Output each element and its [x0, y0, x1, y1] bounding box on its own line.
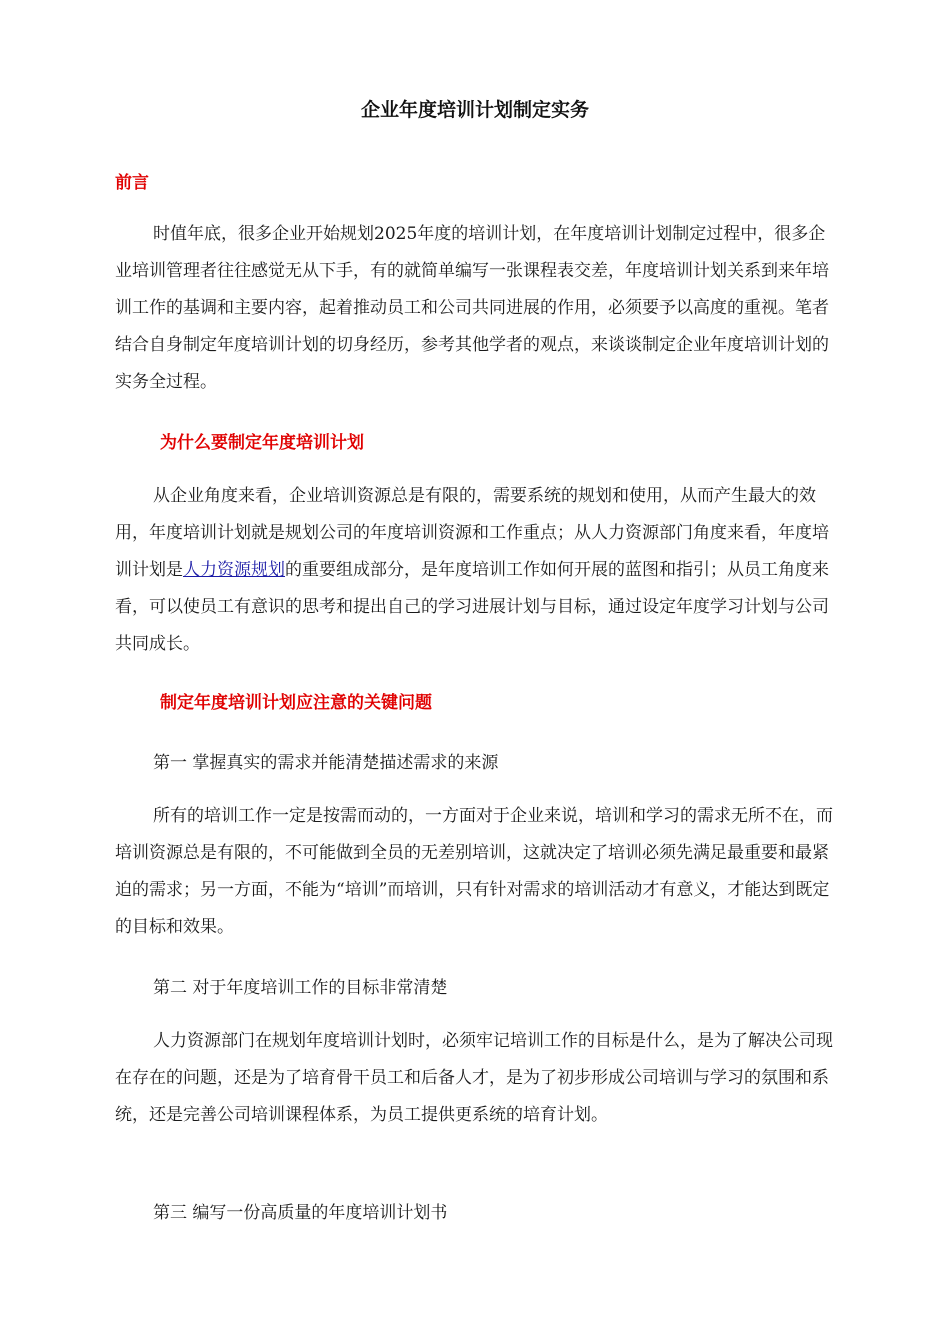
preface-paragraph — [115, 216, 835, 401]
why-heading: 为什么要制定年度培训计划 — [160, 433, 364, 453]
preface-text: 时值年底，很多企业开始规划2025年度的培训计划，在年度培训计划制定过程中，很多企业培训管理者往往感觉无从下手，有的就简单编写一张课程表交差，年度培训计划关系到来年培训工作的基调和主要内容，起着推动员工和公司共同进展的作用，必须要予以高度的重视。笔者结合自身制定年度培训计划的切身经历，参考其他学者的观点，来谈谈制定企业年度培训计划的实务全过程。 — [115, 224, 829, 392]
key-item-2-paragraph — [115, 1023, 835, 1134]
why-text-before: 从企业角度来看，企业培训资源总是有限的，需要系统的规划和使用，从而产生最大的效用，年度培训计划就是规划公司的年度培训资源和工作重点；从人力资源部门角度来看，年度培训计划是 — [115, 486, 829, 580]
why-paragraph — [115, 478, 835, 663]
key-issues-heading: 制定年度培训计划应注意的关键问题 — [160, 693, 432, 713]
key-item-2-text: 人力资源部门在规划年度培训计划时，必须牢记培训工作的目标是什么，是为了解决公司现在存在的问题，还是为了培育骨干员工和后备人才，是为了初步形成公司培训与学习的氛围和系统，还是完善公司培训课程体系，为员工提供更系统的培育计划。 — [115, 1031, 833, 1125]
preface-heading: 前言 — [115, 173, 149, 193]
hr-planning-link[interactable]: 人力资源规划 — [183, 560, 285, 580]
key-item-3-title: 第三 编写一份高质量的年度培训计划书 — [153, 1203, 448, 1223]
key-item-1-paragraph — [115, 798, 835, 946]
why-text-after: 的重要组成部分，是年度培训工作如何开展的蓝图和指引；从员工角度来看，可以使员工有意识的思考和提出自己的学习进展计划与目标，通过设定年度学习计划与公司共同成长。 — [115, 560, 829, 654]
key-item-1-text: 所有的培训工作一定是按需而动的，一方面对于企业来说，培训和学习的需求无所不在，而培训资源总是有限的，不可能做到全员的无差别培训，这就决定了培训必须先满足最重要和最紧迫的需求；另一方面，不能为“培训”而培训，只有针对需求的培训活动才有意义，才能达到既定的目标和效果。 — [115, 806, 833, 937]
key-item-2-title: 第二 对于年度培训工作的目标非常清楚 — [153, 978, 448, 998]
page-title: 企业年度培训计划制定实务 — [360, 99, 589, 121]
key-item-1-title: 第一 掌握真实的需求并能清楚描述需求的来源 — [153, 753, 499, 773]
